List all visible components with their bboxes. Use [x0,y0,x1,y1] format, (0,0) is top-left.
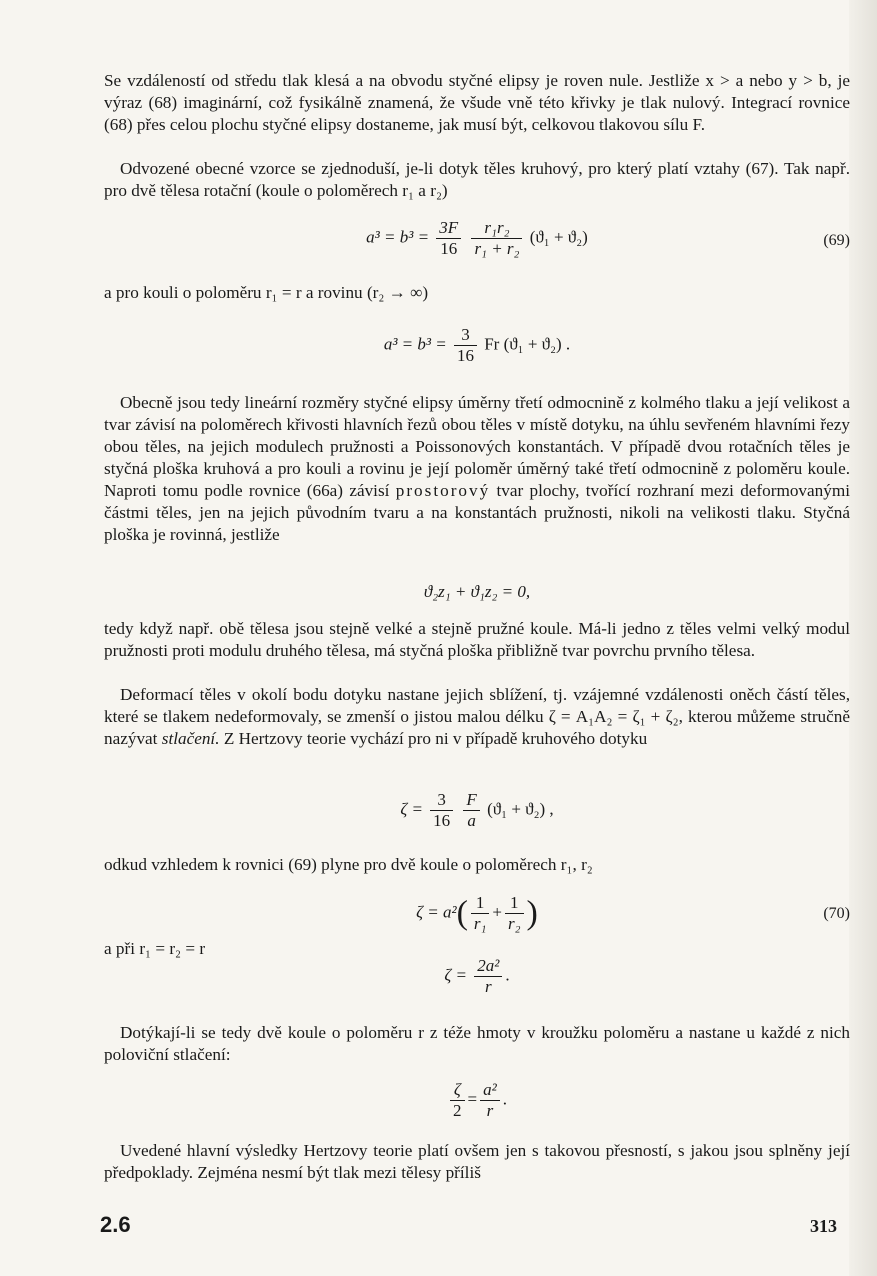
fraction: $\frac{1}{\text{r₂}}$ [505,893,524,934]
paragraph-4: Obecně jsou tedy lineární rozměry styčné elipsy úměrny třetí odmocnině z kolmého tlaku a její velikost a tvar závisí na poloměrech křivosti hlavních řezů obou těles v místě dotyku, na úhlu sevřeném hlavními řezy obou těles, na jejich modulech pružnosti a Poissonových konstantách. V případě dvou rotačních těles je styčná ploška kruhová a pro kouli a rovinu je její poloměr úměrný také třetí odmocnině z poloměru koule. Naproti tomu podle rovnice (66a) závisí prostorový tvar plochy, tvořící rozhraní mezi deformovanými částmi těles, jen na jejich původním tvaru a na konstantách pružnosti, nikoli na velikosti tlaku. Styčná ploška je rovinná, jestliže [104,393,850,544]
paragraph-6: Deformací těles v okolí bodu dotyku nastane jejich sblížení, tj. vzájemné vzdálenosti oněch částí těles, které se tlakem nedeformovaly, se zmenší o jistou malou délku ζ = A₁A₂ = ζ₁ + ζ₂, kterou můžeme stručně nazývat stlačení. Z Hertzovy teorie vychází pro ni v případě kruhového dotyku [104,685,850,748]
paragraph-1: Se vzdáleností od středu tlak klesá a na obvodu styčné elipsy je roven nule. Jestliže x > a nebo y > b, je výraz (68) imaginární, což fysikálně znamená, že všude vně této křivky je tlak nulový. Integrací rovnice (68) přes celou plochu styčné elipsy dostaneme, jak musí být, celkovou tlakovou sílu F. [104,71,850,134]
equation-number: (69) [823,232,850,249]
fraction: $\frac{F}{a}$ [463,790,479,831]
fraction: $\frac{1}{\text{r₁}}$ [471,893,490,934]
fraction: $\frac{\text{r₁r₂}}{\text{r₁ + r₂}}$ [471,218,522,259]
fraction: $\frac{\text{2a²}}{r}$ [474,956,502,997]
fraction: $\frac{3F}{16}$ [436,218,461,259]
paragraph-5: tedy když např. obě tělesa jsou stejně velké a stejně pružné koule. Má-li jedno z těles velmi velký modul pružnosti proti modulu druhého tělesa, má styčná ploška přibližně tvar povrchu prvního tělesa. [104,619,850,660]
equation-number: (70) [823,905,850,922]
paragraph-8: a při r₁ = r₂ = r [104,939,206,958]
paragraph-3: a pro kouli o poloměru r₁ = r a rovinu (r₂ → ∞) [104,283,429,302]
page-edge [849,0,877,1276]
equation-compression: ζ = $\frac{3}{16}$ $\frac{F}{a}$ (ϑ₁ + ϑ₂) , [400,790,554,830]
page-number: 313 [810,1216,837,1236]
equation-ball-plane: a³ = b³ = $\frac{3}{16}$ Fr (ϑ₁ + ϑ₂) . [383,325,571,365]
paragraph-10: Uvedené hlavní výsledky Hertzovy teorie platí ovšem jen s takovou přesností, s jakou jsou splněny její předpoklady. Zejména nesmí být tlak mezi tělesy příliš [104,1141,850,1182]
equation-69: a³ = b³ = $\frac{3F}{16}$ $\frac{\text{r₁r₂}}{\text{r₁ + r₂}}$ (ϑ₁ + ϑ₂) (69) [366,218,850,258]
paragraph-9: Dotýkají-li se tedy dvě koule o poloměru r z téže hmoty v kroužku poloměru a nastane u každé z nich poloviční stlačení: [104,1023,850,1064]
fraction: $\frac{\zeta}{2}$ [450,1080,465,1121]
fraction: $\frac{3}{16}$ [430,790,453,831]
paragraph-2: Odvozené obecné vzorce se zjednoduší, je-li dotyk těles kruhový, pro který platí vztahy (67). Tak např. pro dvě tělesa rotační (koule o poloměrech r₁ a r₂) [104,159,850,200]
equation-flat-contact: ϑ₂z₁ + ϑ₁z₂ = 0, [423,582,531,601]
equation-70: ζ = a²( $\frac{1}{\text{r₁}}$ + $\frac{1}{\text{r₂}}$ ) (70) [416,893,850,933]
section-number: 2.6 [100,1212,131,1237]
equation-equal-balls: ζ = $\frac{\text{2a²}}{r}$ . [444,956,510,996]
fraction: $\frac{3}{16}$ [454,325,477,366]
fraction: $\frac{\text{a²}}{r}$ [480,1080,500,1121]
equation-half-compression: $\frac{\zeta}{2}$ = $\frac{\text{a²}}{r}$ . [104,1080,850,1120]
paragraph-7: odkud vzhledem k rovnici (69) plyne pro dvě koule o poloměrech r₁, r₂ [104,855,593,874]
